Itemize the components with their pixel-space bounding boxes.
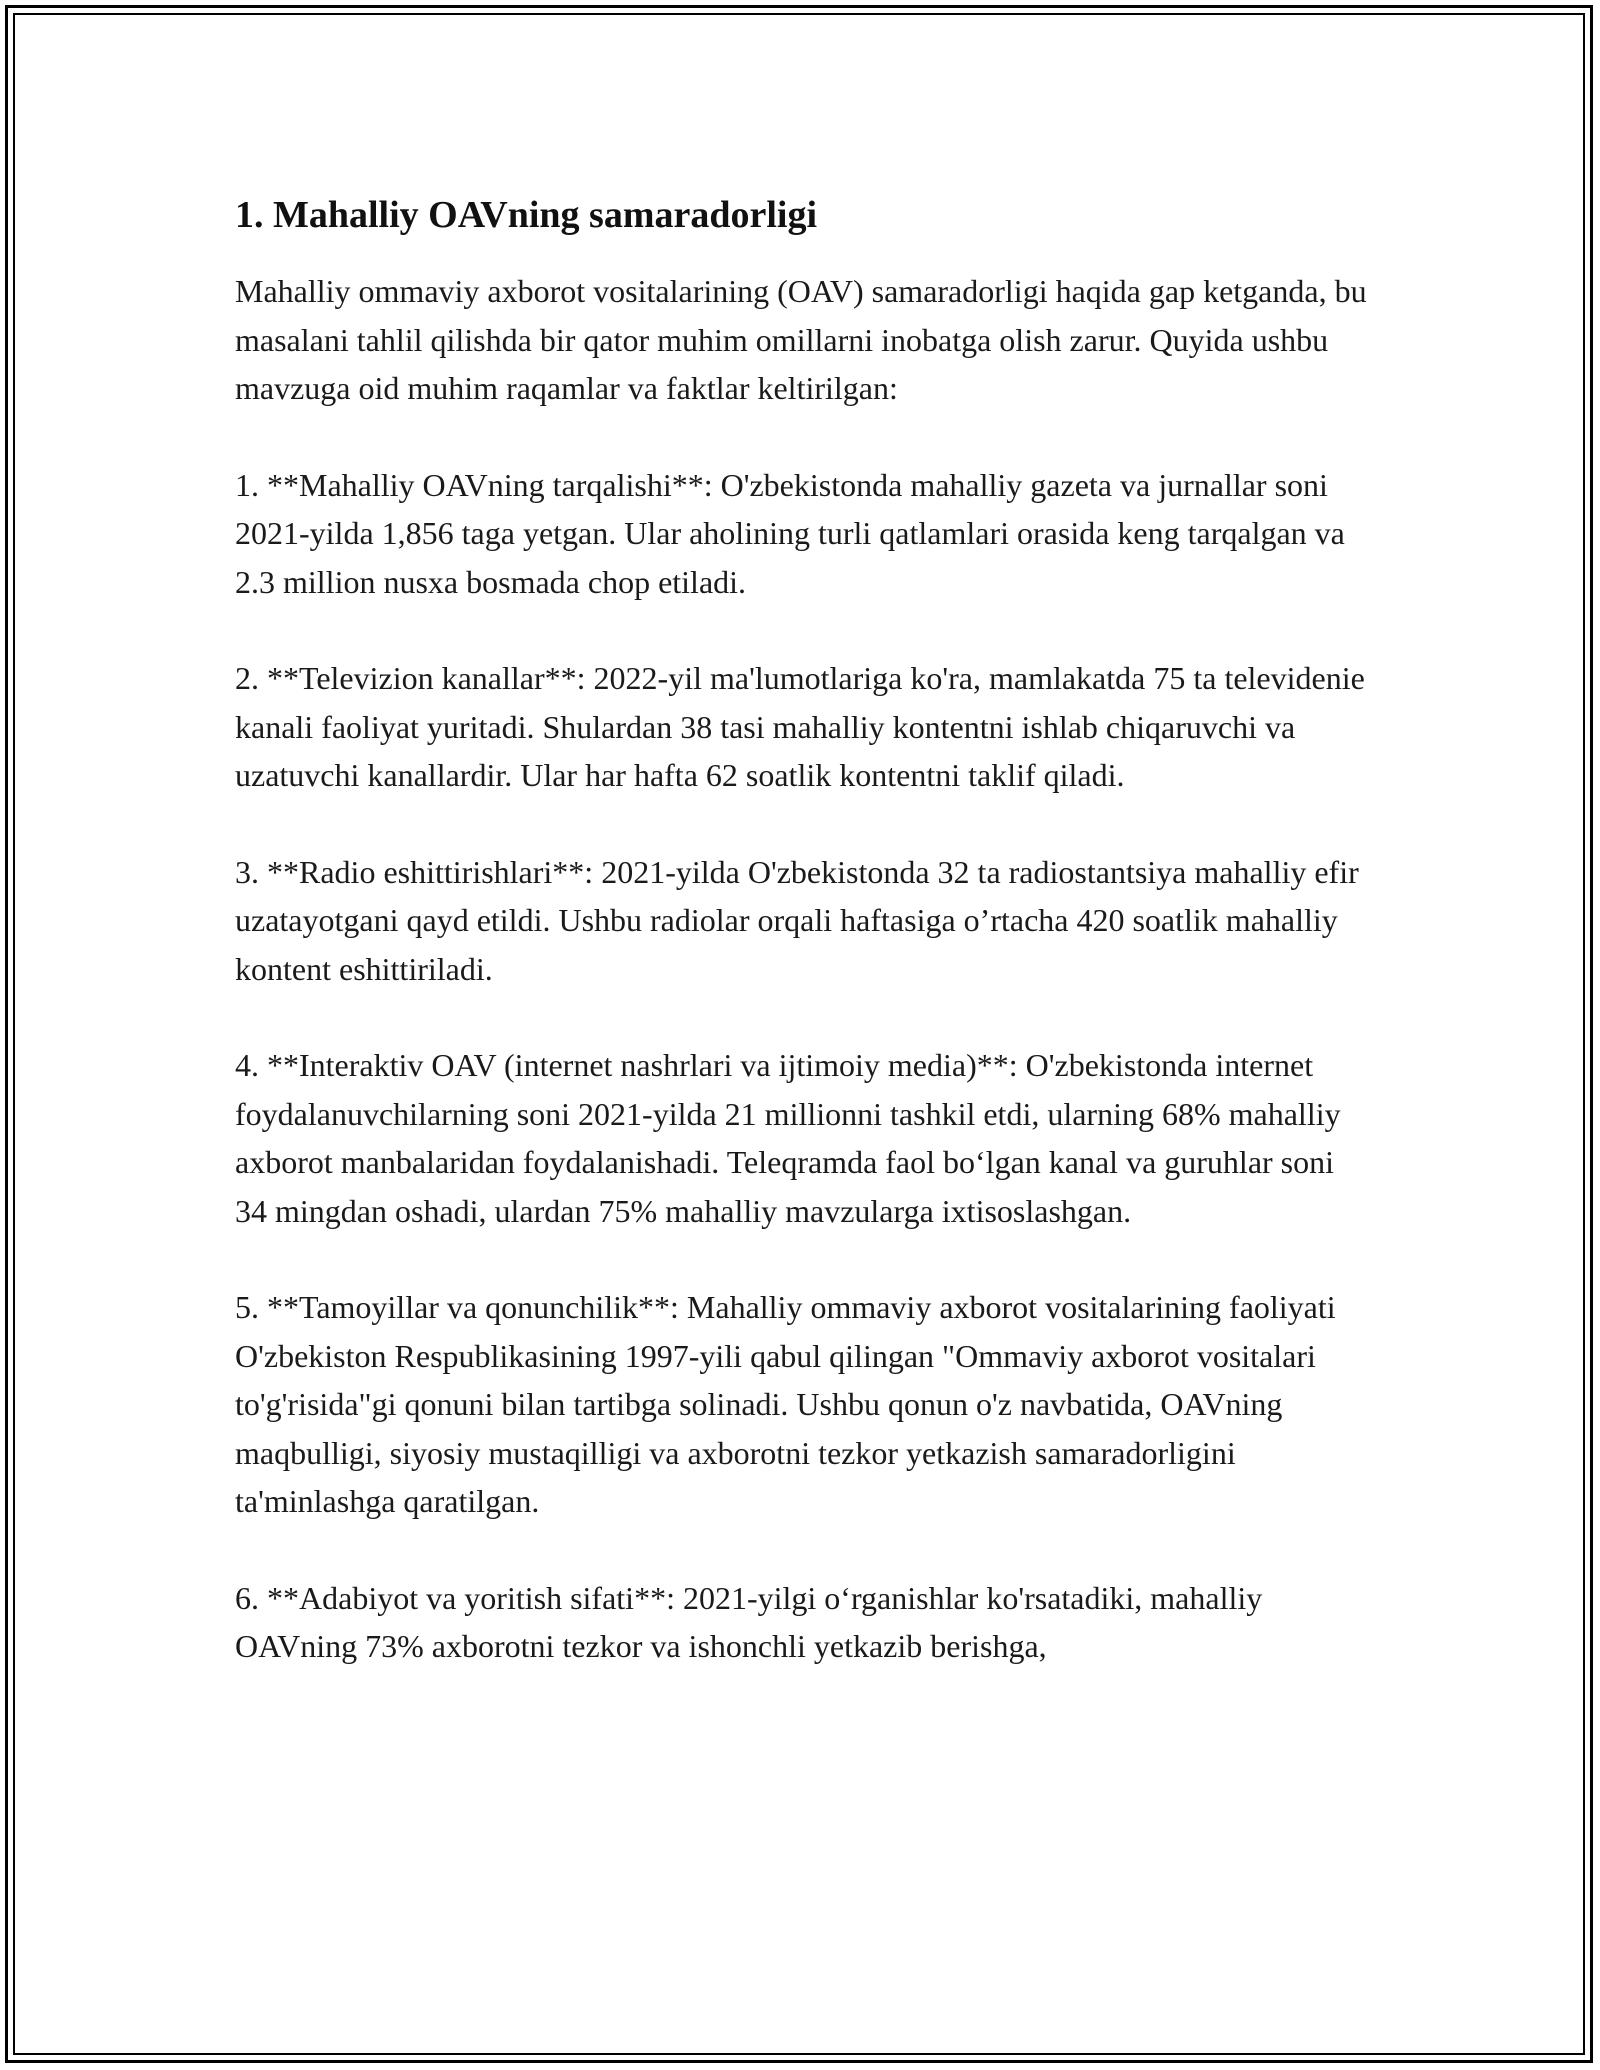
document-body <box>235 185 1370 1719</box>
list-item-print-media: 1. **Mahalliy OAVning tarqalishi**: O'zbekistonda mahalliy gazeta va jurnallar soni 2021-yilda 1,856 taga yetgan. Ular aholining turli qatlamlari orasida keng tarqalgan va 2.3 million nusxa bosmada chop etiladi. <box>235 466 1345 600</box>
list-item-interactive-media: 4. **Interaktiv OAV (internet nashrlari va ijtimoiy media)**: O'zbekistonda internet foydalanuvchilarning soni 2021-yilda 21 millionni tashkil etdi, ularning 68% mahalliy axborot manbalaridan foydalanishadi. Teleqramda faol bo‘lgan kanal va guruhlar soni 34 mingdan oshadi, ulardan 75% mahalliy mavzularga ixtisoslashgan. <box>235 1047 1341 1229</box>
list-item-coverage-quality: 6. **Adabiyot va yoritish sifati**: 2021-yilgi o‘rganishlar ko'rsatadiki, mahalliy OAVning 73% axborotni tezkor va ishonchli yetkazib berishga, <box>235 1579 1263 1664</box>
list-item-legislation: 5. **Tamoyillar va qonunchilik**: Mahalliy ommaviy axborot vositalarining faoliyati O'zbekiston Respublikasining 1997-yili qabul qilingan "Ommaviy axborot vositalari to'g'risida"gi qonuni bilan tartibga solinadi. Ushbu qonun o'z navbatida, OAVning maqbulligi, siyosiy mustaqilligi va axborotni tezkor yetkazish samaradorligini ta'minlashga qaratilgan. <box>235 1289 1336 1519</box>
intro-paragraph: Mahalliy ommaviy axborot vositalarining (OAV) samaradorligi haqida gap ketganda, bu masalani tahlil qilishda bir qator muhim omillarni inobatga olish zarur. Quyida ushbu mavzuga oid muhim raqamlar va faktlar keltirilgan: <box>235 273 1367 406</box>
section-heading: 1. Mahalliy OAVning samaradorligi <box>235 194 818 236</box>
list-item-radio: 3. **Radio eshittirishlari**: 2021-yilda O'zbekistonda 32 ta radiostantsiya mahalliy efir uzatayotgani qayd etildi. Ushbu radiolar orqali haftasiga o’rtacha 420 soatlik mahalliy kontent eshittiriladi. <box>235 853 1359 987</box>
list-item-tv-channels: 2. **Televizion kanallar**: 2022-yil ma'lumotlariga ko'ra, mamlakatda 75 ta televidenie kanali faoliyat yuritadi. Shulardan 38 tasi mahalliy kontentni ishlab chiqaruvchi va uzatuvchi kanallardir. Ular har hafta 62 soatlik kontentni taklif qiladi. <box>235 660 1365 793</box>
